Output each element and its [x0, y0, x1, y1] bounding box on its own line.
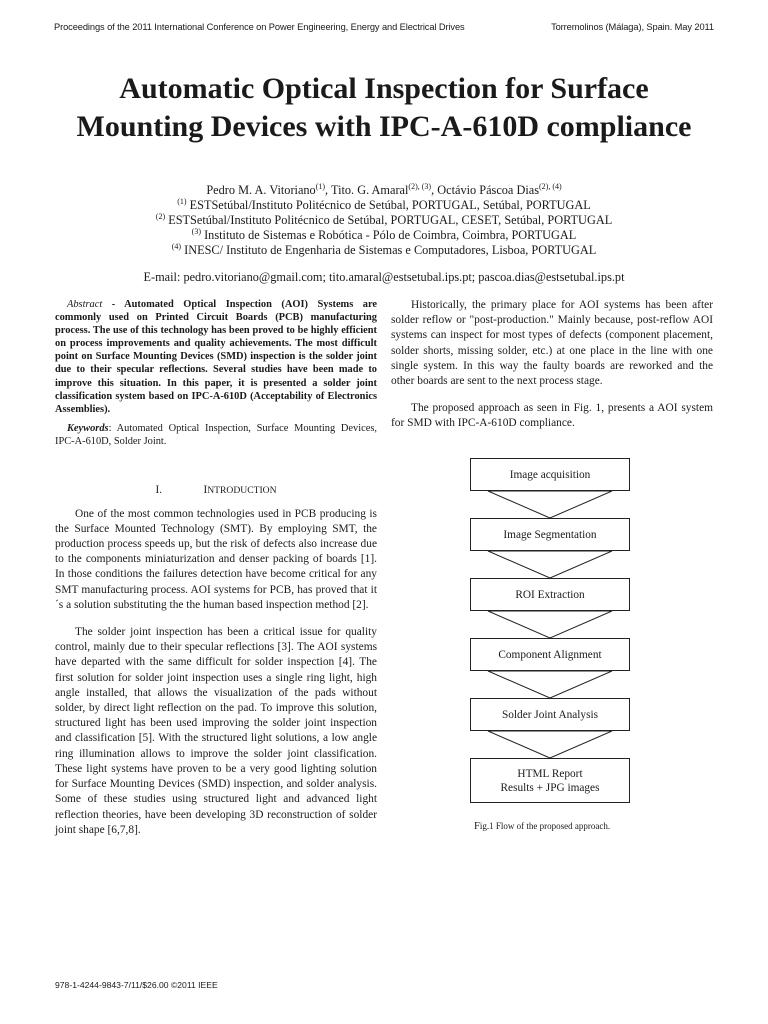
left-column	[55, 298, 377, 838]
down-arrow-icon	[470, 731, 630, 758]
section-first-letter: I	[203, 484, 208, 497]
section-title-rest: NTRODUCTION	[207, 485, 277, 497]
affiliation-text: INESC/ Instituto de Engenharia de Sistemas e Computadores, Lisboa, PORTUGAL	[184, 243, 597, 257]
paragraph: One of the most common technologies used in PCB producing is the Surface Mounted Technology (SMT). By employing SMT, the production process speeds up, but the risk of defects also increase due to the components miniaturization and denser packing of boards [1]. In those conditions the failures detection have become critical for any SMT manufacturing process. AOI systems for PCB, has proved that it´s a solution substituting the the human based inspection method [2].	[55, 507, 377, 611]
caption-label: ig.1	[479, 821, 496, 831]
author-sup: (2), (3)	[408, 182, 432, 191]
flow-step: Solder Joint Analysis	[470, 698, 630, 731]
author-name: Pedro M. A. Vitoriano	[206, 183, 316, 197]
caption-text: Flow of the proposed approach.	[495, 821, 611, 831]
keywords-text: : Automated Optical Inspection, Surface Mounting Devices, IPC-A-610D, Solder Joint.	[55, 422, 377, 448]
down-arrow-icon	[470, 491, 630, 518]
section-heading	[55, 483, 377, 498]
affiliation-text: ESTSetúbal/Instituto Politécnico de Setúbal, PORTUGAL, Setúbal, PORTUGAL	[189, 198, 591, 212]
running-header	[54, 22, 714, 32]
figure-caption	[474, 821, 610, 832]
down-arrow-icon	[470, 611, 630, 638]
down-arrow-icon	[470, 671, 630, 698]
abstract-label: Abstract	[67, 299, 103, 310]
flow-step: ROI Extraction	[470, 578, 630, 611]
affiliation	[0, 228, 768, 243]
affiliation	[0, 243, 768, 258]
author-separator: ,	[325, 183, 331, 197]
abstract-text: Automated Optical Inspection (AOI) Systems are commonly used on Printed Circuit Boards (PCB) manufacturing process. The use of this technology has been proved to be highly efficient on process improvements and quality achievements. The most difficult point on Surface Mounting Devices (SMD) inspection is the solder joint due to their specular reflections. Several studies have been made to improve this situation. In this paper, it is presented a solder joint classification system based on IPC-A-610D (Acceptability of Electronics Assemblies).	[55, 299, 377, 415]
copyright-footer: 978-1-4244-9843-7/11/$26.00 ©2011 IEEE	[55, 980, 218, 990]
author-list	[0, 183, 768, 198]
conference-name: Proceedings of the 2011 International Conference on Power Engineering, Energy and Electrical Drives	[54, 22, 465, 32]
email-line: E-mail: pedro.vitoriano@gmail.com; tito.amaral@estsetubal.ips.pt; pascoa.dias@estsetubal.ips.pt	[143, 270, 625, 284]
paper-title: Automatic Optical Inspection for Surface Mounting Devices with IPC-A-610D compliance	[76, 72, 692, 143]
author-block	[0, 183, 768, 285]
right-column	[391, 298, 713, 432]
abstract	[55, 298, 377, 416]
flow-step: Component Alignment	[470, 638, 630, 671]
affiliation-sup: (2)	[155, 212, 166, 221]
affiliation-sup: (1)	[177, 197, 187, 206]
report-line: HTML Report	[517, 767, 583, 780]
keywords-label: Keywords	[67, 422, 109, 434]
affiliation	[0, 213, 768, 228]
flowchart	[470, 458, 630, 828]
affiliation-text: ESTSetúbal/Instituto Politécnico de Setúbal, PORTUGAL, CESET, Setúbal, PORTUGAL	[168, 213, 613, 227]
paragraph: The proposed approach as seen in Fig. 1, presents a AOI system for SMD with IPC-A-610D compliance.	[391, 402, 713, 430]
conference-location: Torremolinos (Málaga), Spain. May 2011	[551, 22, 714, 32]
affiliation-text: Instituto de Sistemas e Robótica - Pólo de Coimbra, Coimbra, PORTUGAL	[204, 228, 577, 242]
paragraph: Historically, the primary place for AOI systems has been after solder reflow or "post-production." Mainly because, post-reflow AOI systems can inspect for most types of defects (component placement, solder shorts, missing solder, etc.) at one place in the line with one single system. In this way the faulty boards are reworked and the other boards are sent to the next process stage.	[391, 299, 713, 388]
affiliation-sup: (4)	[171, 242, 182, 251]
author-name: Tito. G. Amaral	[330, 183, 409, 197]
affiliation-sup: (3)	[191, 227, 201, 236]
caption-prefix: F	[474, 821, 480, 832]
author-separator: ,	[431, 183, 438, 197]
report-line: Results + JPG images	[500, 781, 600, 794]
paragraph: The solder joint inspection has been a critical issue for quality control, mainly due to their specular reflections [3]. The AOI systems have departed with the same difficult for solder inspection [4]. The first solution for solder joint inspection uses a single ring light, high angle installed, that allows the visualization of the pads without solder, by direct light reflection on the pad. To improve this solution, structured light has been used improving the solder joint inspection and classification [5]. With the structured light solutions, a low angle ring illumination allows to improve the solder joint classification. These light systems have proven to be a very good lighting solution for Surface Mounting Devices (SMD) inspection, and solder analysis. Some of these studies using structured light and advanced light reflection theories, have been developing 3D reconstruction of solder joint shape [6,7,8].	[55, 626, 377, 836]
author-name: Octávio Páscoa Dias	[437, 183, 539, 197]
author-sup: (1)	[315, 182, 326, 191]
flow-step: Image acquisition	[470, 458, 630, 491]
abstract-dash: -	[102, 299, 125, 310]
keywords	[55, 422, 377, 449]
section-number: I.	[155, 484, 163, 497]
affiliation	[0, 198, 768, 213]
flow-step: Image Segmentation	[470, 518, 630, 551]
author-sup: (2), (4)	[539, 182, 562, 191]
down-arrow-icon	[470, 551, 630, 578]
flow-step-report	[470, 758, 630, 803]
